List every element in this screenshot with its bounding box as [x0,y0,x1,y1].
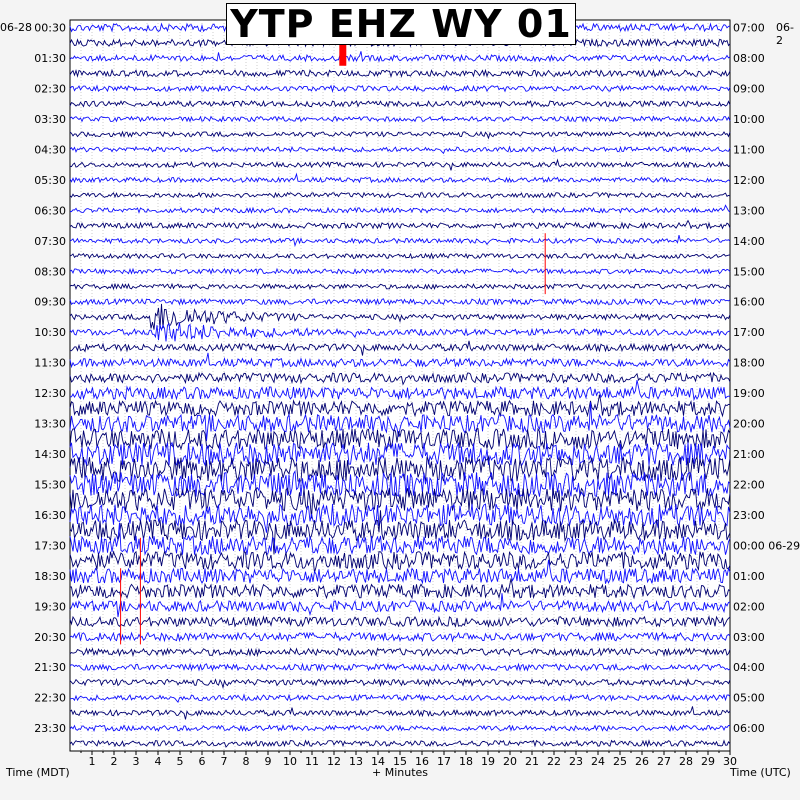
left-time-label: 22:30 [34,691,66,705]
x-tick-label: 17 [437,755,451,768]
x-tick-label: 7 [220,755,228,768]
left-time-label: 10:30 [34,326,66,340]
right-time-label: 22:00 [733,478,765,492]
x-tick-label: 13 [349,755,363,768]
x-tick-label: 11 [305,755,319,768]
left-time-label: 06:30 [34,204,66,218]
x-axis-label: + Minutes [372,766,429,779]
x-tick-label: 12 [327,755,341,768]
right-time-label: 18:00 [733,356,765,370]
x-tick-label: 9 [264,755,272,768]
right-time-label: 16:00 [733,295,765,309]
x-tick-label: 1 [88,755,96,768]
x-tick-label: 28 [679,755,693,768]
right-time-label: 19:00 [733,387,765,401]
left-time-label: 07:30 [34,234,66,248]
right-time-label: 08:00 [733,52,765,66]
left-time-label: 18:30 [34,569,66,583]
left-time-label: 01:30 [34,52,66,66]
left-time-label: 13:30 [34,417,66,431]
x-tick-label: 18 [459,755,473,768]
right-time-label: 15:00 [733,265,765,279]
right-time-label: 21:00 [733,448,765,462]
x-tick-label: 2 [110,755,118,768]
left-time-label: 03:30 [34,112,66,126]
right-time-label: 17:00 [733,326,765,340]
left-time-label: 15:30 [34,478,66,492]
right-time-label: 11:00 [733,143,765,157]
right-time-label: 10:00 [733,112,765,126]
x-tick-label: 24 [591,755,605,768]
right-time-label: 04:00 [733,661,765,675]
right-time-label: 13:00 [733,204,765,218]
x-tick-label: 23 [569,755,583,768]
right-time-label: 09:00 [733,82,765,96]
right-time-label: 20:00 [733,417,765,431]
x-tick-label: 26 [635,755,649,768]
right-time-label: 23:00 [733,508,765,522]
right-time-label: 02:00 [733,600,765,614]
left-time-label: 14:30 [34,448,66,462]
x-tick-label: 29 [701,755,715,768]
x-tick-label: 21 [525,755,539,768]
right-time-label: 12:00 [733,173,765,187]
x-tick-label: 20 [503,755,517,768]
x-tick-label: 10 [283,755,297,768]
x-tick-label: 5 [176,755,184,768]
left-time-label: 20:30 [34,630,66,644]
chart-title-box [226,3,576,45]
left-time-label: 19:30 [34,600,66,614]
right-time-labels [733,22,800,736]
left-time-label: 23:30 [34,722,66,736]
left-time-label: 09:30 [34,295,66,309]
left-time-label: 17:30 [34,539,66,553]
right-time-label: 00:00 06-29 [733,539,800,553]
left-time-labels [34,22,66,736]
left-time-label: 00:30 [34,21,66,35]
x-tick-label: 6 [198,755,206,768]
left-time-label: 16:30 [34,508,66,522]
x-tick-label: 4 [154,755,162,768]
x-tick-label: 8 [242,755,250,768]
right-time-label: 14:00 [733,234,765,248]
right-time-label: 03:00 [733,630,765,644]
left-time-label: 05:30 [34,173,66,187]
x-tick-label: 16 [415,755,429,768]
right-time-label: 06:00 [733,722,765,736]
left-time-label: 11:30 [34,356,66,370]
date-right-label: 06-2 [776,21,794,47]
left-time-label: 08:30 [34,265,66,279]
x-label-left: Time (MDT) [6,766,70,779]
x-tick-label: 30 [723,755,737,768]
x-tick-label: 22 [547,755,561,768]
left-time-label: 12:30 [34,387,66,401]
left-time-label: 21:30 [34,661,66,675]
chart-title: YTP EHZ WY 01 [230,2,572,46]
date-left-label: 06-28 [0,21,32,34]
right-time-label: 05:00 [733,691,765,705]
left-time-label: 02:30 [34,82,66,96]
x-tick-label: 25 [613,755,627,768]
x-tick-label: 15 [393,755,407,768]
x-tick-label: 27 [657,755,671,768]
left-time-label: 04:30 [34,143,66,157]
right-time-label: 01:00 [733,569,765,583]
right-time-label: 07:00 [733,21,765,35]
x-tick-label: 19 [481,755,495,768]
x-label-right: Time (UTC) [730,766,791,779]
x-tick-label: 3 [132,755,140,768]
x-tick-label: 14 [371,755,385,768]
